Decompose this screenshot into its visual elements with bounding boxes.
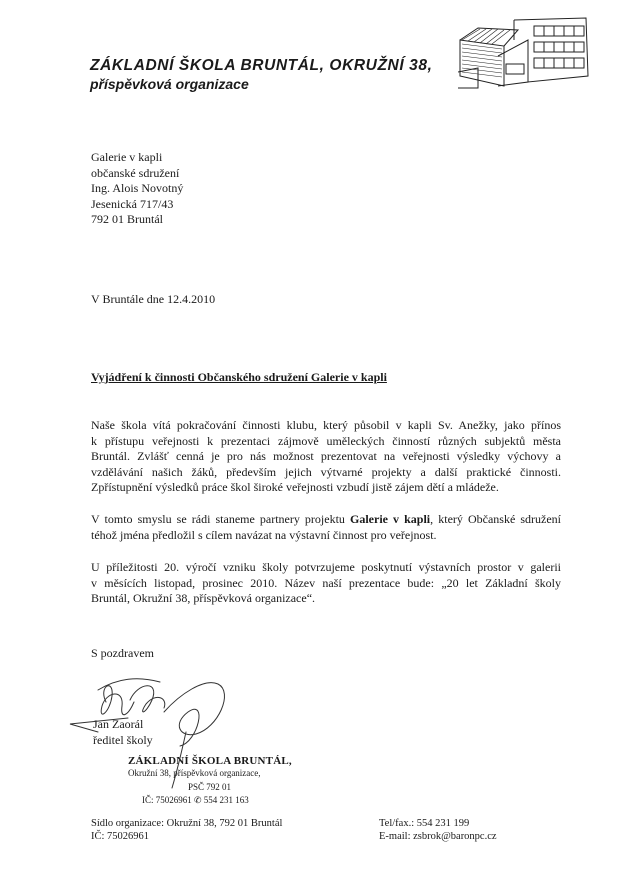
recipient-address	[91, 150, 183, 228]
school-building-icon	[458, 16, 590, 92]
footer-email: E-mail: zsbrok@baronpc.cz	[379, 831, 497, 842]
paragraph-line: vzdělávání našich žáků, především jejich výtvarné projekty a další praktické činnosti.	[91, 464, 561, 479]
recipient-line: občanské sdružení	[91, 165, 180, 180]
paragraph-line	[91, 512, 561, 528]
paragraph-3	[91, 560, 561, 607]
letter-subject: Vyjádření k činnosti Občanského sdružení Galerie v kapli	[91, 370, 387, 384]
recipient-line: Galerie v kapli	[91, 150, 163, 164]
project-name: Galerie v kapli	[350, 512, 431, 526]
paragraph-1	[91, 418, 561, 496]
footer-right	[379, 817, 497, 843]
paragraph-line: Naše škola vítá pokračování činnosti klubu, který působil v kapli Sv. Anežky, jako přínos	[91, 418, 561, 432]
paragraph-line: téhož jména předložil s cílem navázat na výstavní činnost pro veřejnost.	[91, 527, 437, 542]
paragraph-line: Zpřístupnění výsledků práce škol široké veřejnosti vzbudí jistě zájem dětí a mládeže.	[91, 480, 499, 494]
signatory-name: Jan Zaorál	[93, 717, 144, 731]
stamp-postcode: PSČ 792 01	[188, 782, 232, 792]
handwritten-signature	[68, 672, 238, 792]
text-run: , který Občanské sdružení	[430, 512, 562, 526]
stamp-ic-phone: IČ: 75026961 ✆ 554 231 163	[142, 795, 249, 805]
paragraph-line: k přístupu veřejnosti k prezentaci zájmově uměleckých činností různých subjektů města	[91, 433, 561, 448]
stamp-school-name: ZÁKLADNÍ ŠKOLA BRUNTÁL,	[128, 755, 292, 767]
paragraph-line: Bruntál, Okružní 38, příspěvková organizace“.	[91, 591, 316, 605]
footer-ic: IČ: 75026961	[91, 831, 150, 842]
date-line: V Bruntále dne 12.4.2010	[91, 292, 216, 306]
recipient-line: 792 01 Bruntál	[91, 212, 163, 226]
footer-seat: Sídlo organizace: Okružní 38, 792 01 Bruntál	[91, 818, 283, 829]
signatory-title: ředitel školy	[93, 733, 153, 747]
paragraph-line: Bruntál. Zvlášť cenná je pro nás možnost prezentovat na veřejnosti výsledky výchovy a	[91, 449, 561, 463]
school-legal-form: příspěvková organizace	[90, 76, 249, 92]
recipient-line: Ing. Alois Novotný	[91, 181, 184, 195]
recipient-line: Jesenická 717/43	[91, 196, 174, 211]
greeting: S pozdravem	[91, 646, 154, 660]
school-name-heading: ZÁKLADNÍ ŠKOLA BRUNTÁL, OKRUŽNÍ 38,	[90, 57, 433, 74]
footer-phone: Tel/fax.: 554 231 199	[379, 818, 470, 829]
text-run: V tomto smyslu se rádi staneme partnery projektu	[91, 512, 350, 526]
paragraph-line: U příležitosti 20. výročí vzniku školy potvrzujeme poskytnutí výstavních prostor v galerii	[91, 560, 561, 574]
paragraph-2	[91, 512, 561, 543]
paragraph-line: v měsících listopad, prosinec 2010. Název naší prezentace bude: „20 let Základní školy	[91, 575, 561, 590]
stamp-address: Okružní 38, příspěvková organizace,	[128, 768, 261, 778]
footer-left	[91, 817, 282, 843]
